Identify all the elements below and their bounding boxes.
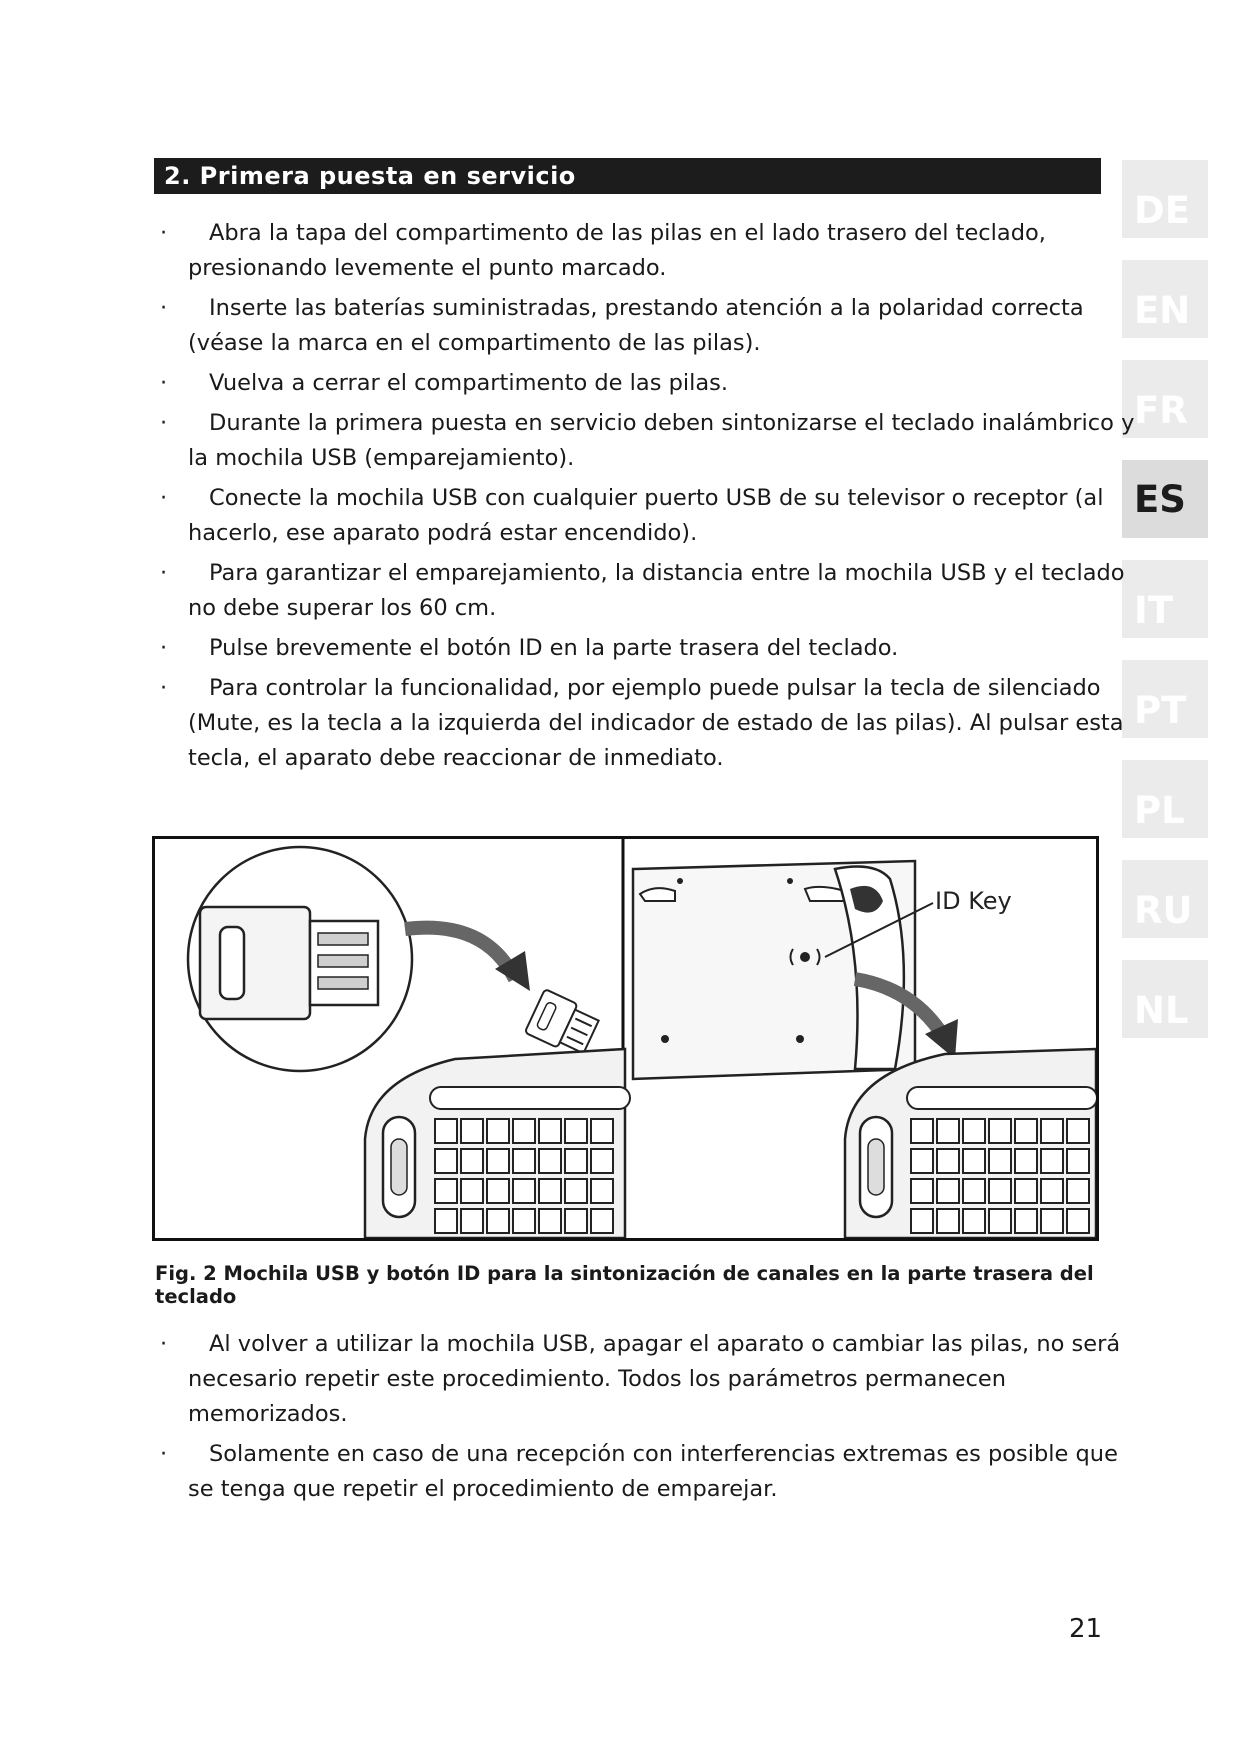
- bullet-marker: ·: [160, 1441, 168, 1467]
- language-tab-pt[interactable]: PT: [1122, 660, 1208, 738]
- language-tab-it[interactable]: IT: [1122, 560, 1208, 638]
- small-dongle-icon: [525, 989, 601, 1059]
- figure-illustration: [155, 839, 1096, 1238]
- language-tab-ru[interactable]: RU: [1122, 860, 1208, 938]
- list-item: · Vuelva a cerrar el compartimento de las pilas.: [160, 366, 1140, 401]
- dongle-body-icon: [200, 907, 310, 1019]
- language-tab-en[interactable]: EN: [1122, 260, 1208, 338]
- page-number: 21: [1069, 1614, 1103, 1644]
- keyboard-right-icon: [845, 1049, 1096, 1238]
- language-tab-pl[interactable]: PL: [1122, 760, 1208, 838]
- list-item: · Al volver a utilizar la mochila USB, apagar el aparato o cambiar las pilas, no será necesario repetir este procedimiento. Todos los parámetros permanecen memorizados.: [160, 1327, 1140, 1432]
- list-item: · Solamente en caso de una recepción con interferencias extremas es posible que se tenga que repetir el procedimiento de emparejar.: [160, 1437, 1140, 1507]
- bullet-marker: ·: [160, 560, 168, 586]
- insert-arrow-icon: [405, 928, 515, 979]
- list-item: · Pulse brevemente el botón ID en la parte trasera del teclado.: [160, 631, 1140, 666]
- bullet-marker: ·: [160, 220, 168, 246]
- bullet-marker: ·: [160, 410, 168, 436]
- list-item: · Abra la tapa del compartimento de las pilas en el lado trasero del teclado, presionando levemente el punto marcado.: [160, 216, 1140, 286]
- bullet-marker: ·: [160, 675, 168, 701]
- language-tab-fr[interactable]: FR: [1122, 360, 1208, 438]
- language-tab-de[interactable]: DE: [1122, 160, 1208, 238]
- figure-caption: Fig. 2 Mochila USB y botón ID para la sintonización de canales en la parte trasera del teclado: [155, 1262, 1094, 1308]
- section-heading: 2. Primera puesta en servicio: [154, 158, 1101, 194]
- figure-usb-dongle-id-key: [152, 836, 1099, 1241]
- language-tab-es[interactable]: ES: [1122, 460, 1208, 538]
- bullet-marker: ·: [160, 1331, 168, 1357]
- bullet-marker: ·: [160, 295, 168, 321]
- id-key-label: ID Key: [935, 887, 1012, 915]
- language-tab-nl[interactable]: NL: [1122, 960, 1208, 1038]
- list-item: · Para controlar la funcionalidad, por ejemplo puede pulsar la tecla de silenciado (Mute, es la tecla a la izquierda del indicador de estado de las pilas). Al pulsar esta tecla, el aparato debe reaccionar de inmediato.: [160, 671, 1140, 776]
- list-item: · Inserte las baterías suministradas, prestando atención a la polaridad correcta (véase la marca en el compartimento de las pilas).: [160, 291, 1140, 361]
- bullet-marker: ·: [160, 485, 168, 511]
- instruction-list-bottom: [160, 1327, 1140, 1512]
- list-item: · Durante la primera puesta en servicio deben sintonizarse el teclado inalámbrico y la mochila USB (emparejamiento).: [160, 406, 1140, 476]
- bullet-marker: ·: [160, 635, 168, 661]
- instruction-list-top: [160, 216, 1140, 781]
- bullet-marker: ·: [160, 370, 168, 396]
- keyboard-left-icon: [365, 1049, 630, 1238]
- right-panel-id-key: [633, 861, 1096, 1238]
- list-item: · Conecte la mochila USB con cualquier puerto USB de su televisor o receptor (al hacerlo, ese aparato podrá estar encendido).: [160, 481, 1140, 551]
- list-item: · Para garantizar el emparejamiento, la distancia entre la mochila USB y el teclado no debe superar los 60 cm.: [160, 556, 1140, 626]
- left-panel-usb-dongle: [188, 847, 630, 1238]
- id-button-icon: [800, 952, 810, 962]
